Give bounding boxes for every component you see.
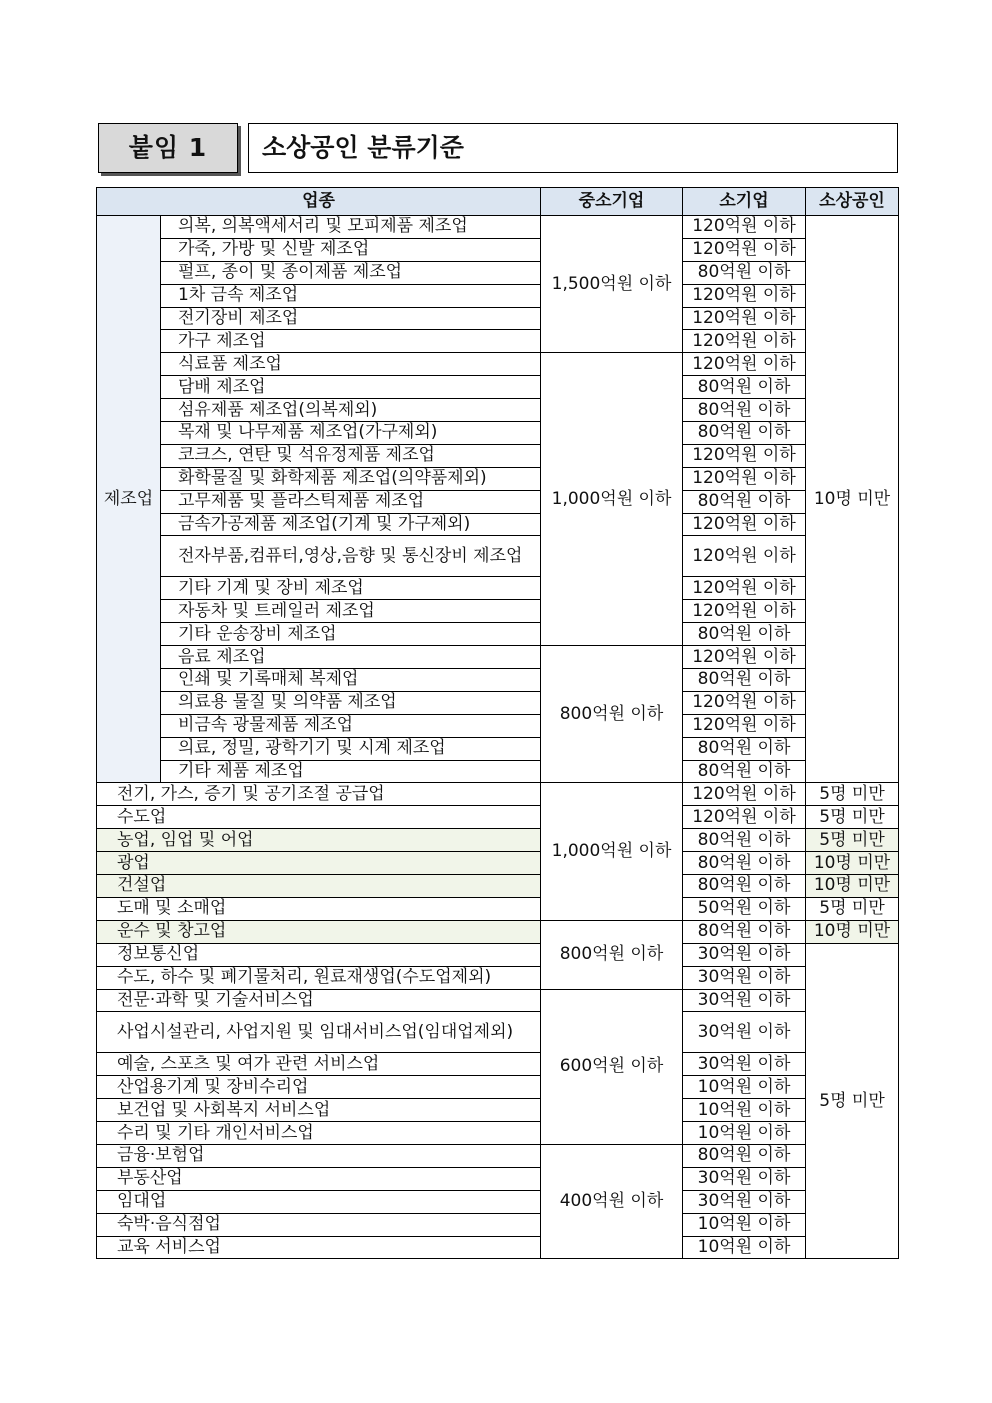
table-row [97, 737, 899, 760]
table-row [97, 1190, 899, 1213]
industry-name: 가죽, 가방 및 신발 제조업 [161, 238, 541, 261]
industry-name: 숙박·음식점업 [97, 1213, 541, 1236]
small-threshold: 80억원 이하 [683, 875, 806, 898]
small-threshold: 120억원 이하 [683, 783, 806, 806]
sme-threshold: 600억원 이하 [541, 989, 683, 1144]
industry-name: 금융·보험업 [97, 1144, 541, 1167]
small-threshold: 80억원 이하 [683, 422, 806, 445]
table-row [97, 852, 899, 875]
small-threshold: 30억원 이하 [683, 989, 806, 1012]
table-row [97, 490, 899, 513]
small-threshold: 120억원 이하 [683, 646, 806, 669]
sme-threshold: 800억원 이하 [541, 646, 683, 783]
industry-name: 수도, 하수 및 폐기물처리, 원료재생업(수도업제외) [97, 966, 541, 989]
table-row [97, 1167, 899, 1190]
micro-threshold: 5명 미만 [806, 806, 899, 829]
industry-name: 인쇄 및 기록매체 복제업 [161, 669, 541, 692]
small-threshold: 10억원 이하 [683, 1076, 806, 1099]
micro-threshold: 5명 미만 [806, 897, 899, 920]
small-threshold: 120억원 이하 [683, 467, 806, 490]
industry-name: 비금속 광물제품 제조업 [161, 714, 541, 737]
small-threshold: 120억원 이하 [683, 513, 806, 536]
table-row [97, 216, 899, 239]
sme-threshold: 800억원 이하 [541, 920, 683, 989]
table-row [97, 1053, 899, 1076]
table-row [97, 1144, 899, 1167]
small-threshold: 80억원 이하 [683, 490, 806, 513]
table-row [97, 284, 899, 307]
industry-name: 1차 금속 제조업 [161, 284, 541, 307]
small-threshold: 120억원 이하 [683, 353, 806, 376]
small-threshold: 80억원 이하 [683, 852, 806, 875]
table-row [97, 1213, 899, 1236]
industry-name: 산업용기계 및 장비수리업 [97, 1076, 541, 1099]
classification-table [96, 187, 899, 1259]
small-threshold: 80억원 이하 [683, 623, 806, 646]
industry-name: 광업 [97, 852, 541, 875]
industry-name: 의복, 의복액세서리 및 모피제품 제조업 [161, 216, 541, 239]
sme-threshold: 400억원 이하 [541, 1144, 683, 1258]
small-threshold: 80억원 이하 [683, 760, 806, 783]
industry-name: 정보통신업 [97, 943, 541, 966]
table-row [97, 467, 899, 490]
small-threshold: 30억원 이하 [683, 1053, 806, 1076]
table-row [97, 353, 899, 376]
table-row [97, 1122, 899, 1145]
small-threshold: 30억원 이하 [683, 943, 806, 966]
industry-name: 기타 운송장비 제조업 [161, 623, 541, 646]
industry-name: 자동차 및 트레일러 제조업 [161, 600, 541, 623]
industry-name: 수도업 [97, 806, 541, 829]
table-row [97, 307, 899, 330]
col-header-sme: 중소기업 [541, 188, 683, 216]
small-threshold: 80억원 이하 [683, 1144, 806, 1167]
industry-name: 가구 제조업 [161, 330, 541, 353]
small-threshold: 80억원 이하 [683, 920, 806, 943]
industry-name: 담배 제조업 [161, 376, 541, 399]
industry-name: 기타 기계 및 장비 제조업 [161, 577, 541, 600]
micro-threshold: 5명 미만 [806, 943, 899, 1259]
small-threshold: 120억원 이하 [683, 806, 806, 829]
industry-name: 금속가공제품 제조업(기계 및 가구제외) [161, 513, 541, 536]
table-row [97, 1236, 899, 1259]
small-threshold: 30억원 이하 [683, 1167, 806, 1190]
small-threshold: 120억원 이하 [683, 536, 806, 577]
table-row [97, 806, 899, 829]
table-row [97, 399, 899, 422]
industry-name: 예술, 스포츠 및 여가 관련 서비스업 [97, 1053, 541, 1076]
industry-name: 교육 서비스업 [97, 1236, 541, 1259]
small-threshold: 120억원 이하 [683, 714, 806, 737]
table-row [97, 330, 899, 353]
table-row [97, 966, 899, 989]
small-threshold: 30억원 이하 [683, 966, 806, 989]
industry-name: 의료, 정밀, 광학기기 및 시계 제조업 [161, 737, 541, 760]
industry-name: 의료용 물질 및 의약품 제조업 [161, 691, 541, 714]
small-threshold: 120억원 이하 [683, 691, 806, 714]
title-block [98, 123, 898, 174]
industry-name: 음료 제조업 [161, 646, 541, 669]
small-threshold: 120억원 이하 [683, 444, 806, 467]
table-header-row [97, 188, 899, 216]
small-threshold: 80억원 이하 [683, 737, 806, 760]
small-threshold: 10억원 이하 [683, 1213, 806, 1236]
small-threshold: 120억원 이하 [683, 216, 806, 239]
industry-name: 고무제품 및 플라스틱제품 제조업 [161, 490, 541, 513]
industry-name: 건설업 [97, 875, 541, 898]
table-row [97, 646, 899, 669]
small-threshold: 80억원 이하 [683, 376, 806, 399]
table-row [97, 783, 899, 806]
micro-threshold: 10명 미만 [806, 920, 899, 943]
small-threshold: 120억원 이하 [683, 284, 806, 307]
table-row [97, 376, 899, 399]
small-threshold: 30억원 이하 [683, 1012, 806, 1053]
industry-name: 코크스, 연탄 및 석유정제품 제조업 [161, 444, 541, 467]
small-threshold: 10억원 이하 [683, 1122, 806, 1145]
table-row [97, 1012, 899, 1053]
small-threshold: 80억원 이하 [683, 261, 806, 284]
industry-name: 기타 제품 제조업 [161, 760, 541, 783]
small-threshold: 10억원 이하 [683, 1099, 806, 1122]
table-row [97, 513, 899, 536]
category-manufacturing: 제조업 [97, 216, 161, 783]
table-row [97, 989, 899, 1012]
table-row [97, 897, 899, 920]
col-header-small: 소기업 [683, 188, 806, 216]
sme-threshold: 1,000억원 이하 [541, 783, 683, 920]
small-threshold: 50억원 이하 [683, 897, 806, 920]
table-row [97, 577, 899, 600]
small-threshold: 120억원 이하 [683, 330, 806, 353]
industry-name: 식료품 제조업 [161, 353, 541, 376]
table-row [97, 261, 899, 284]
micro-threshold: 5명 미만 [806, 783, 899, 806]
small-threshold: 80억원 이하 [683, 399, 806, 422]
table-row [97, 943, 899, 966]
small-threshold: 120억원 이하 [683, 238, 806, 261]
micro-threshold: 10명 미만 [806, 852, 899, 875]
table-row [97, 760, 899, 783]
industry-name: 전기장비 제조업 [161, 307, 541, 330]
micro-threshold: 5명 미만 [806, 829, 899, 852]
table-row [97, 920, 899, 943]
industry-name: 전문·과학 및 기술서비스업 [97, 989, 541, 1012]
industry-name: 펄프, 종이 및 종이제품 제조업 [161, 261, 541, 284]
page-title: 소상공인 분류기준 [248, 123, 898, 173]
small-threshold: 10억원 이하 [683, 1236, 806, 1259]
industry-name: 운수 및 창고업 [97, 920, 541, 943]
small-threshold: 30억원 이하 [683, 1190, 806, 1213]
industry-name: 보건업 및 사회복지 서비스업 [97, 1099, 541, 1122]
industry-name: 수리 및 기타 개인서비스업 [97, 1122, 541, 1145]
table-row [97, 623, 899, 646]
industry-name: 전기, 가스, 증기 및 공기조절 공급업 [97, 783, 541, 806]
attachment-badge: 붙임 1 [98, 123, 238, 173]
industry-name: 화학물질 및 화학제품 제조업(의약품제외) [161, 467, 541, 490]
industry-name: 사업시설관리, 사업지원 및 임대서비스업(임대업제외) [97, 1012, 541, 1053]
sme-threshold: 1,500억원 이하 [541, 216, 683, 353]
col-header-micro: 소상공인 [806, 188, 899, 216]
table-row [97, 714, 899, 737]
industry-name: 농업, 임업 및 어업 [97, 829, 541, 852]
small-threshold: 80억원 이하 [683, 829, 806, 852]
table-row [97, 536, 899, 577]
table-row [97, 669, 899, 692]
small-threshold: 80억원 이하 [683, 669, 806, 692]
table-row [97, 1076, 899, 1099]
table-row [97, 600, 899, 623]
small-threshold: 120억원 이하 [683, 577, 806, 600]
industry-name: 섬유제품 제조업(의복제외) [161, 399, 541, 422]
table-row [97, 422, 899, 445]
sme-threshold: 1,000억원 이하 [541, 353, 683, 646]
industry-name: 도매 및 소매업 [97, 897, 541, 920]
industry-name: 전자부품,컴퓨터,영상,음향 및 통신장비 제조업 [161, 536, 541, 577]
table-row [97, 691, 899, 714]
table-row [97, 829, 899, 852]
industry-name: 목재 및 나무제품 제조업(가구제외) [161, 422, 541, 445]
small-threshold: 120억원 이하 [683, 600, 806, 623]
table-row [97, 238, 899, 261]
micro-threshold: 10명 미만 [806, 216, 899, 783]
micro-threshold: 10명 미만 [806, 875, 899, 898]
table-row [97, 875, 899, 898]
industry-name: 부동산업 [97, 1167, 541, 1190]
table-row [97, 1099, 899, 1122]
small-threshold: 120억원 이하 [683, 307, 806, 330]
table-row [97, 444, 899, 467]
industry-name: 임대업 [97, 1190, 541, 1213]
col-header-industry: 업종 [97, 188, 541, 216]
